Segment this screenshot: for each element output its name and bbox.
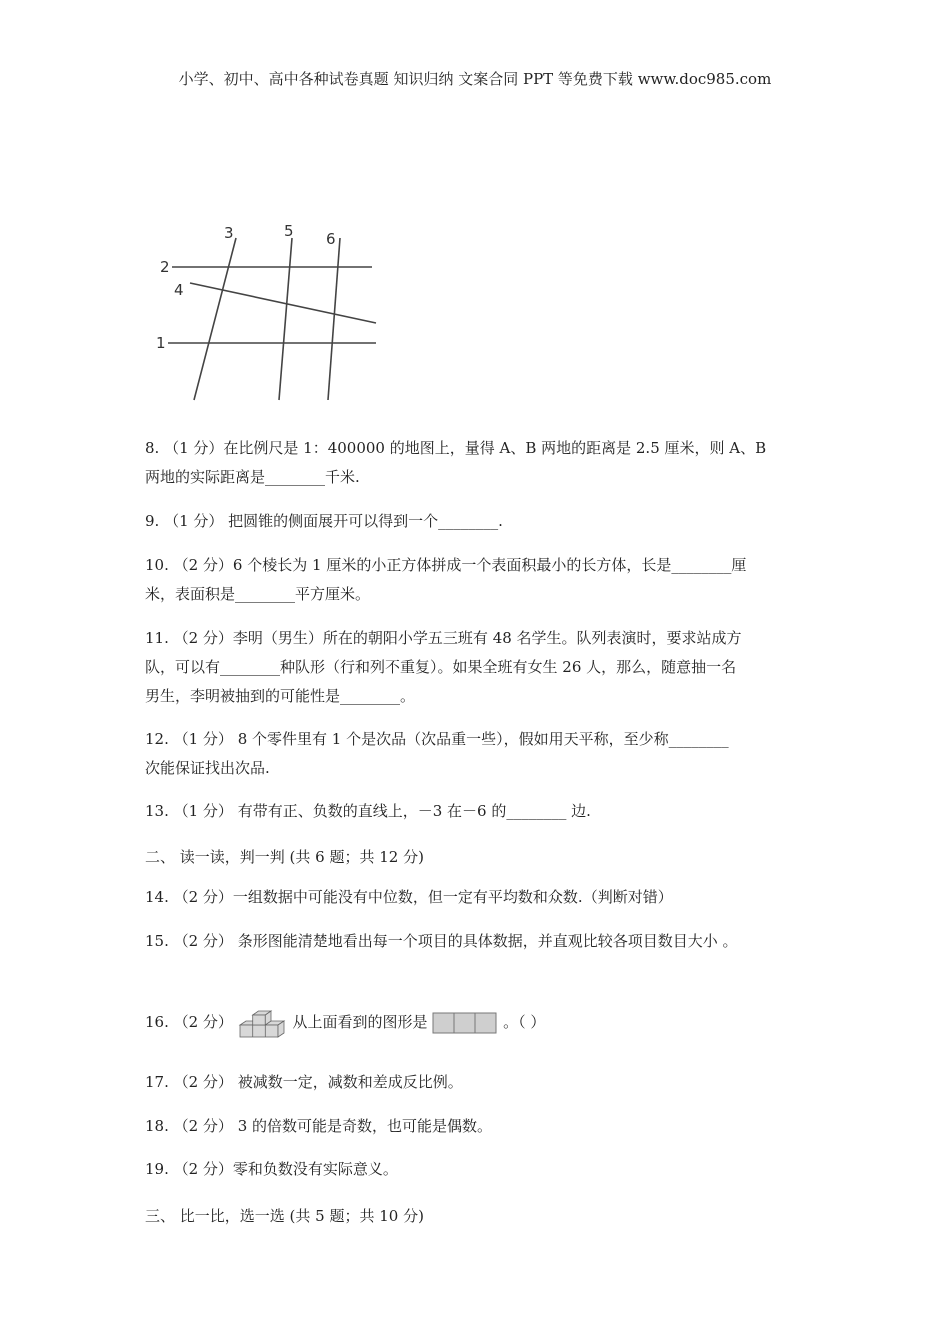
question-9 — [145, 507, 815, 536]
label-3: 3 — [224, 224, 234, 242]
question-17 — [145, 1068, 815, 1097]
question-18 — [145, 1112, 815, 1141]
question-16 — [145, 1002, 815, 1042]
question-16-middle: 从上面看到的图形是 — [292, 1013, 428, 1031]
top-view-squares-icon — [432, 1012, 498, 1034]
question-13 — [145, 797, 815, 826]
question-8-line2: 两地的实际距离是________千米. — [145, 468, 360, 486]
section-2-title: 二、 读一读，判一判 (共 6 题；共 12 分) — [145, 848, 424, 866]
question-13-line1: 13. （1 分） 有带有正、负数的直线上，－3 在－6 的________ 边. — [145, 802, 591, 820]
question-9-line1: 9. （1 分） 把圆锥的侧面展开可以得到一个________. — [145, 512, 503, 530]
question-10-line2: 米，表面积是________平方厘米。 — [145, 585, 371, 603]
line-4 — [190, 283, 376, 323]
question-11 — [145, 624, 815, 711]
question-17-line1: 17. （2 分） 被减数一定，减数和差成反比例。 — [145, 1073, 463, 1091]
cube-stack-icon — [238, 1007, 288, 1039]
question-8 — [145, 434, 815, 492]
question-16-suffix: 。（ ） — [503, 1013, 546, 1031]
question-11-line2: 队，可以有________种队形（行和列不重复）。如果全班有女生 26 人，那么，随意抽一名 — [145, 658, 737, 676]
line-5 — [279, 238, 292, 400]
question-10 — [145, 551, 815, 609]
question-12-line2: 次能保证找出次品. — [145, 759, 270, 777]
label-2: 2 — [160, 258, 170, 276]
question-12-line1: 12. （1 分） 8 个零件里有 1 个是次品（次品重一些），假如用天平称，至少称________ — [145, 730, 729, 748]
lines-figure — [150, 220, 385, 405]
line-6 — [328, 238, 340, 400]
page-header: 小学、初中、高中各种试卷真题 知识归纳 文案合同 PPT 等免费下载 www.doc985.com — [178, 70, 772, 88]
question-8-line1: 8. （1 分）在比例尺是 1：400000 的地图上，量得 A、B 两地的距离是 2.5 厘米，则 A、B — [145, 439, 767, 457]
question-12 — [145, 725, 815, 783]
label-1: 1 — [156, 334, 166, 352]
line-3 — [194, 238, 236, 400]
question-14-line1: 14. （2 分）一组数据中可能没有中位数，但一定有平均数和众数.（判断对错） — [145, 888, 673, 906]
question-19-line1: 19. （2 分）零和负数没有实际意义。 — [145, 1160, 398, 1178]
question-11-line3: 男生，李明被抽到的可能性是________。 — [145, 687, 416, 705]
question-15 — [145, 927, 815, 956]
question-18-line1: 18. （2 分） 3 的倍数可能是奇数，也可能是偶数。 — [145, 1117, 493, 1135]
question-19 — [145, 1155, 815, 1184]
label-5: 5 — [284, 222, 294, 240]
question-16-prefix: 16. （2 分） — [145, 1013, 233, 1031]
question-11-line1: 11. （2 分）李明（男生）所在的朝阳小学五三班有 48 名学生。队列表演时，要求站成方 — [145, 629, 742, 647]
label-4: 4 — [174, 281, 184, 299]
label-6: 6 — [326, 230, 336, 248]
section-3-title: 三、 比一比，选一选 (共 5 题；共 10 分) — [145, 1207, 424, 1225]
question-14 — [145, 883, 815, 912]
question-15-line1: 15. （2 分） 条形图能清楚地看出每一个项目的具体数据，并直观比较各项目数目大小 。 — [145, 932, 738, 950]
question-10-line1: 10. （2 分）6 个棱长为 1 厘米的小正方体拼成一个表面积最小的长方体，长是________厘 — [145, 556, 747, 574]
